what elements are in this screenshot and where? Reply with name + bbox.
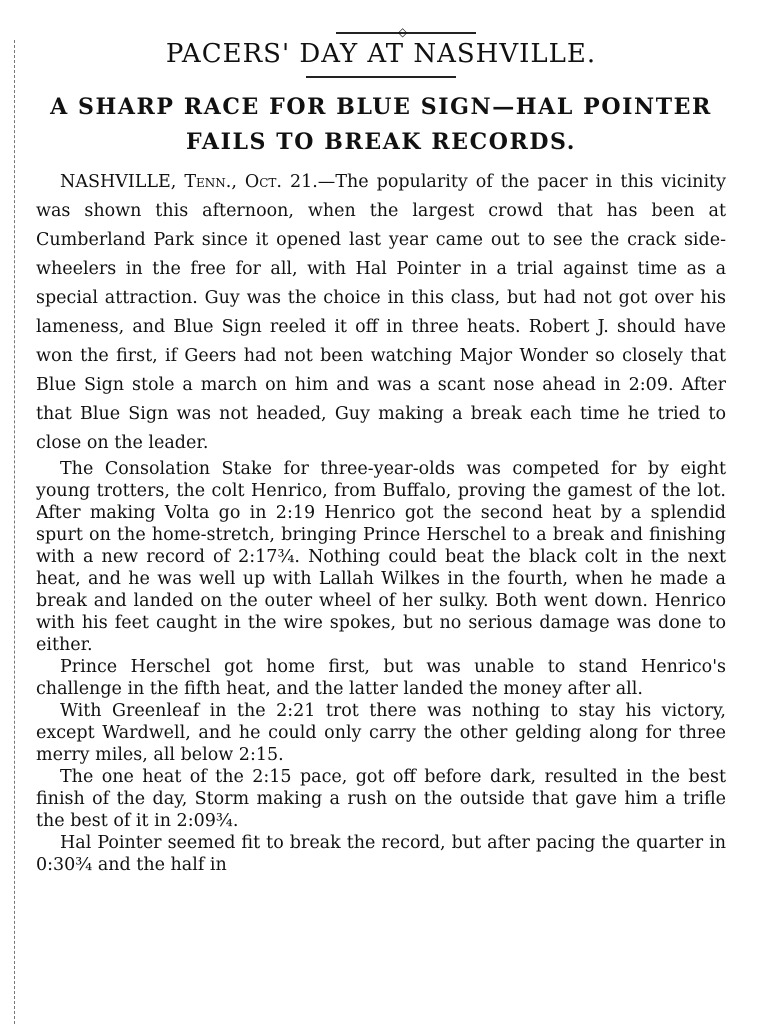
dateline: NASHVILLE, Tenn., Oct. 21.—	[60, 172, 336, 192]
column-rule	[14, 40, 15, 1024]
paragraph-1-text: The popularity of the pacer in this vicinity was shown this afternoon, when the largest crowd that has been at Cumberland Park since it opened last year came out to see the crack side-wheelers in the free for all, with Hal Pointer in a trial against time as a special attraction. Guy was the choice in this class, but had not got over his lameness, and Blue Sign reeled it off in three heats. Robert J. should have won the first, if Geers had not been watching Major Wonder so closely that Blue Sign stole a march on him and was a scant nose ahead in 2:09. After that Blue Sign was not headed, Guy making a break each time he tried to close on the leader.	[36, 172, 726, 453]
article-body	[36, 168, 726, 876]
subheadline: A SHARP RACE FOR BLUE SIGN—HAL POINTER FAILS TO BREAK RECORDS.	[50, 94, 712, 155]
paragraph-1	[36, 168, 726, 458]
article	[36, 0, 726, 876]
headline-rule-bottom	[306, 76, 456, 78]
paragraph-3: Prince Herschel got home first, but was unable to stand Henrico's challenge in the fifth heat, and the latter landed the money after all.	[36, 657, 726, 699]
paragraph-4: With Greenleaf in the 2:21 trot there was nothing to stay his victory, except Wardwell, and he could only carry the other gelding along for three merry miles, all below 2:15.	[36, 701, 726, 765]
paragraph-6: Hal Pointer seemed fit to break the record, but after pacing the quarter in 0:30¾ and the half in	[36, 833, 726, 875]
ornament-icon: ◇	[398, 25, 408, 39]
paragraph-2: The Consolation Stake for three-year-olds was competed for by eight young trotters, the colt Henrico, from Buffalo, proving the gamest of the lot. After making Volta go in 2:19 Henrico got the second heat by a splendid spurt on the home-stretch, bringing Prince Herschel to a break and finishing with a new record of 2:17¾. Nothing could beat the black colt in the next heat, and he was well up with Lallah Wilkes in the fourth, when he made a break and landed on the outer wheel of her sulky. Both went down. Henrico with his feet caught in the wire spokes, but no serious damage was done to either.	[36, 459, 726, 655]
headline: PACERS' DAY AT NASHVILLE.	[165, 39, 597, 69]
paragraph-5: The one heat of the 2:15 pace, got off before dark, resulted in the best finish of the day, Storm making a rush on the outside that gave him a trifle the best of it in 2:09¾.	[36, 767, 726, 831]
headline-block	[36, 25, 726, 78]
